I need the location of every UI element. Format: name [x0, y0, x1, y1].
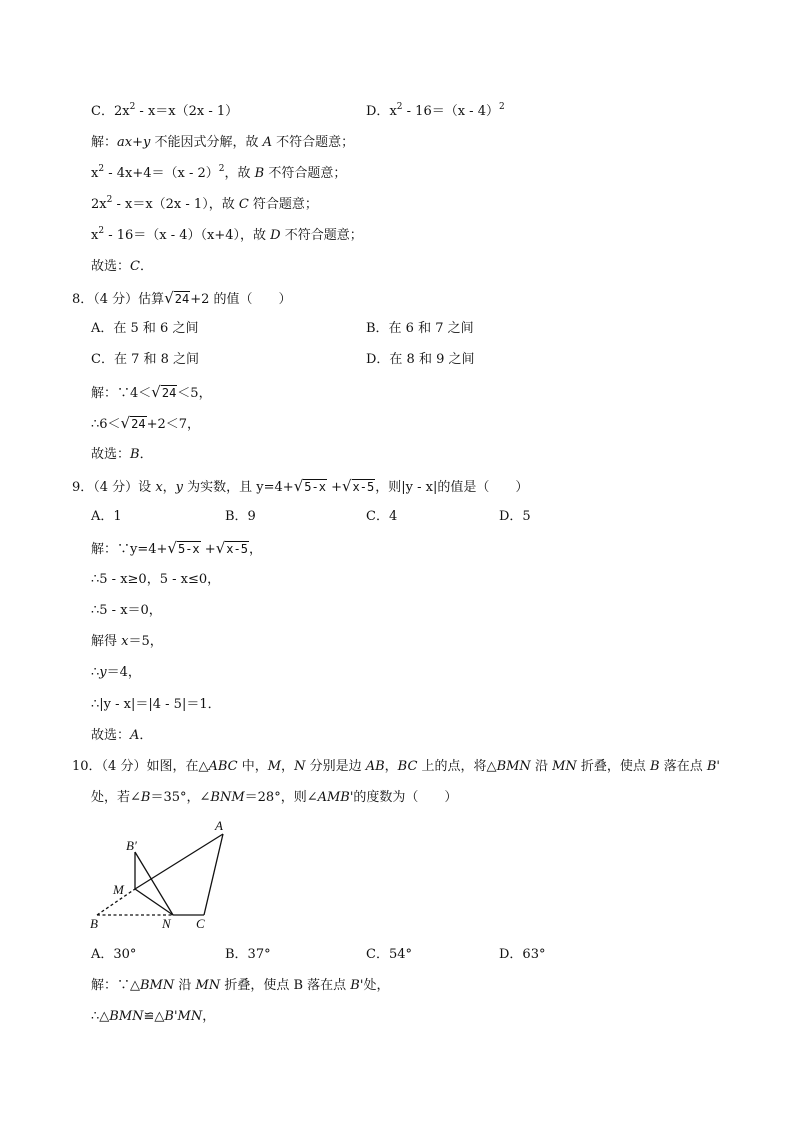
q8-solution-line-2: ∴6＜√24+2＜7，	[91, 414, 200, 432]
q9-option-c: C．4	[366, 509, 398, 524]
segment-mn	[135, 889, 173, 915]
q7-solution-line-1: 解：ax+y 不能因式分解，故 A 不符合题意；	[91, 135, 355, 150]
q10-solution-line-1: 解：∵△BMN 沿 MN 折叠，使点 B 落在点 B'处，	[91, 978, 390, 993]
q10-option-b: B．37°	[225, 947, 271, 962]
q10-solution-line-2: ∴△BMN≌△B'MN，	[91, 1009, 216, 1024]
label-m: M	[113, 882, 124, 897]
q7-solution-line-4: $x^2 - 16=(x - 4)(x+4)$，故 D 不符合题意；	[91, 226, 363, 243]
segment-ab	[135, 834, 223, 889]
q9-answer: 故选：A．	[91, 728, 153, 743]
segment-ac	[204, 834, 223, 915]
q8-sqrt: √24	[164, 289, 190, 307]
q8-stem: 8．（4 分）估算√24+2 的值（ ）	[72, 289, 292, 307]
label-c: C	[196, 916, 205, 931]
q10-option-d: D．63°	[499, 947, 546, 962]
q10-option-c: C．54°	[366, 947, 412, 962]
q10-stem-line-2: 处，若∠B＝35°，∠BNM＝28°，则∠AMB'的度数为（ ）	[91, 790, 458, 805]
q9-solution-line-3: ∴5 - x＝0，	[91, 603, 162, 618]
q9-option-d: D．5	[499, 509, 531, 524]
q10-figure	[82, 815, 242, 935]
q9-option-a: A．1	[91, 509, 122, 524]
q8-option-c: C．在 7 和 8 之间	[91, 352, 200, 367]
q7-answer: 故选：C．	[91, 259, 153, 274]
q8-option-a: A．在 5 和 6 之间	[91, 321, 199, 336]
q8-option-d: D．在 8 和 9 之间	[366, 352, 475, 367]
q8-answer: 故选：B．	[91, 447, 153, 462]
q9-solution-line-1: 解：∵y=4+√5-x +√x-5，	[91, 539, 262, 557]
label-n: N	[162, 916, 171, 931]
q9-solution-line-6: ∴|y - x|＝|4 - 5|＝1．	[91, 697, 221, 712]
q7-solution-line-2: $x^2 - 4x+4=(x - 2)^2$，故 B 不符合题意；	[91, 164, 347, 181]
segment-bpn	[135, 852, 173, 915]
label-b: B	[90, 916, 98, 931]
q7-option-d: D．$x^2 - 16=(x - 4)^2$	[366, 102, 505, 119]
q9-solution-line-2: ∴5 - x≥0，5 - x≤0，	[91, 572, 221, 587]
q9-solution-line-4: 解得 x＝5，	[91, 634, 163, 649]
q10-stem-line-1: 10．（4 分）如图，在△ABC 中，M，N 分别是边 AB，BC 上的点，将△BMN 沿 MN 折叠，使点 B 落在点 B'	[72, 759, 720, 774]
q7-option-c: C．$2x^2 - x=x(2x - 1)$	[91, 102, 239, 119]
label-a: A	[215, 818, 223, 833]
q8-option-b: B．在 6 和 7 之间	[366, 321, 474, 336]
q9-stem: 9．（4 分）设 x，y 为实数，且 y=4+√5-x +√x-5，则|y - x|的值是（ ）	[72, 477, 529, 495]
q7-solution-line-3: $2x^2 - x=x(2x - 1)$，故 C 符合题意；	[91, 195, 318, 212]
q9-option-b: B．9	[225, 509, 256, 524]
q10-option-a: A．30°	[91, 947, 137, 962]
q9-solution-line-5: ∴y＝4，	[91, 665, 141, 680]
q8-solution-line-1: 解：∵4＜√24＜5，	[91, 383, 212, 401]
label-b-prime: B′	[126, 838, 137, 853]
